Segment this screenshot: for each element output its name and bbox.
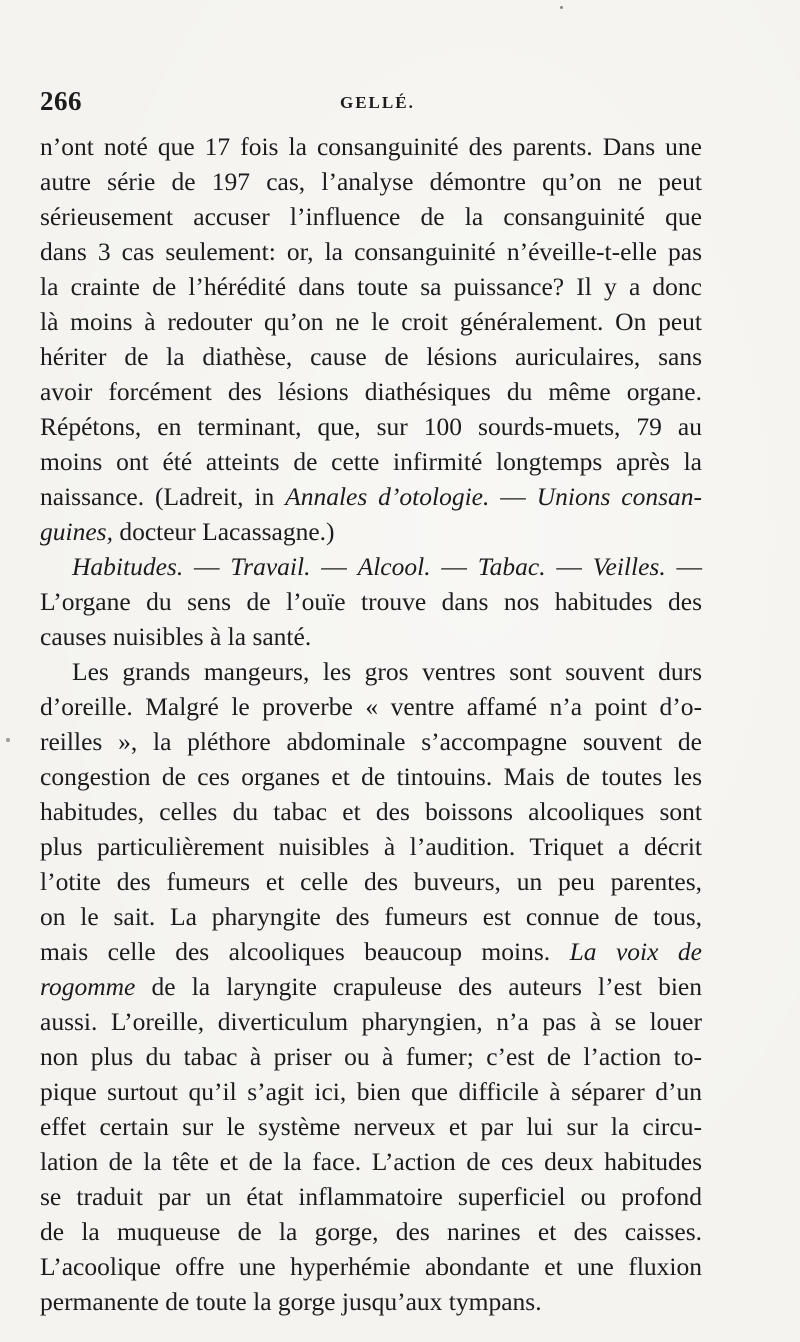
text-line: sérieusement accuser l’influence de la consanguinité que [40, 202, 702, 231]
text-line: la crainte de l’hérédité dans toute sa puissance? Il y a donc [40, 272, 702, 301]
text-line [40, 479, 702, 514]
italic-phrase: La voix de [569, 937, 702, 966]
italic-citation: Annales d’otologie. [285, 482, 490, 511]
section-heading: Alcool. [357, 552, 431, 581]
text-line: l’otite des fumeurs et celle des buveurs, un peu parentes, [40, 867, 702, 896]
text-line: L’organe du sens de l’ouïe trouve dans nos habitudes des [40, 587, 702, 616]
text-line: plus particulièrement nuisibles à l’audition. Triquet a décrit [40, 832, 702, 861]
text-run: de la laryngite crapuleuse des auteurs l’est bien [135, 972, 702, 1001]
page-number: 266 [40, 86, 82, 116]
text-line: effet certain sur le système nerveux et par lui sur la circu- [40, 1112, 702, 1141]
section-heading-line [40, 549, 702, 584]
speck [6, 738, 10, 742]
text-run: — [430, 552, 478, 581]
text-line: reilles », la pléthore abdominale s’accompagne souvent de [40, 727, 702, 756]
text-line [40, 514, 702, 549]
text-line: là moins à redouter qu’on ne le croit généralement. On peut [40, 307, 702, 336]
text-line [40, 969, 702, 1004]
text-run: — [489, 482, 537, 511]
text-line: se traduit par un état inflammatoire superficiel ou profond [40, 1182, 702, 1211]
text-run: — [310, 552, 358, 581]
italic-citation: Unions consan- [536, 482, 702, 511]
italic-phrase: rogomme [40, 972, 136, 1001]
text-line: L’acoolique offre une hyperhémie abondante et une fluxion [40, 1252, 702, 1281]
text-run: mais celle des alcooliques beaucoup moins. [40, 937, 570, 966]
text-line: permanente de toute la gorge jusqu’aux tympans. [40, 1287, 542, 1316]
text-run: naissance. (Ladreit, in [40, 482, 286, 511]
text-run: — [545, 552, 593, 581]
body-text [40, 129, 702, 1319]
text-line: congestion de ces organes et de tintouins. Mais de toutes les [40, 762, 702, 791]
text-run: docteur Lacassagne.) [112, 517, 335, 546]
section-heading: Travail. [230, 552, 311, 581]
text-line: Les grands mangeurs, les gros ventres sont souvent durs [72, 657, 702, 686]
text-run: — [183, 552, 231, 581]
text-line: d’oreille. Malgré le proverbe « ventre affamé n’a point d’o- [40, 692, 702, 721]
text-line: pique surtout qu’il s’agit ici, bien que difficile à séparer d’un [40, 1077, 702, 1106]
text-line: Répétons, en terminant, que, sur 100 sourds-muets, 79 au [40, 412, 702, 441]
text-line: avoir forcément des lésions diathésiques du même organe. [40, 377, 702, 406]
text-line: aussi. L’oreille, diverticulum pharyngien, n’a pas à se louer [40, 1007, 702, 1036]
running-head: GELLÉ. [340, 93, 415, 112]
text-line [40, 934, 702, 969]
text-line: causes nuisibles à la santé. [40, 622, 312, 651]
section-heading: Veilles. [592, 552, 666, 581]
text-line: autre série de 197 cas, l’analyse démontre qu’on ne peut [40, 167, 702, 196]
italic-citation: guines, [40, 517, 113, 546]
text-line: moins ont été atteints de cette infirmité longtemps après la [40, 447, 702, 476]
text-line: de la muqueuse de la gorge, des narines et des caisses. [40, 1217, 702, 1246]
text-line: lation de la tête et de la face. L’action de ces deux habitudes [40, 1147, 702, 1176]
text-run: — [665, 552, 703, 581]
text-line: n’ont noté que 17 fois la consanguinité des parents. Dans une [40, 132, 702, 161]
text-line: hériter de la diathèse, cause de lésions auriculaires, sans [40, 342, 702, 371]
section-heading: Habitudes. [72, 552, 184, 581]
text-line: on le sait. La pharyngite des fumeurs est connue de tous, [40, 902, 702, 931]
text-line: habitudes, celles du tabac et des boissons alcooliques sont [40, 797, 702, 826]
text-line: dans 3 cas seulement: or, la consanguinité n’éveille-t-elle pas [40, 237, 702, 266]
text-line: non plus du tabac à priser ou à fumer; c’est de l’action to- [40, 1042, 702, 1071]
speck [560, 6, 563, 9]
section-heading: Tabac. [477, 552, 546, 581]
